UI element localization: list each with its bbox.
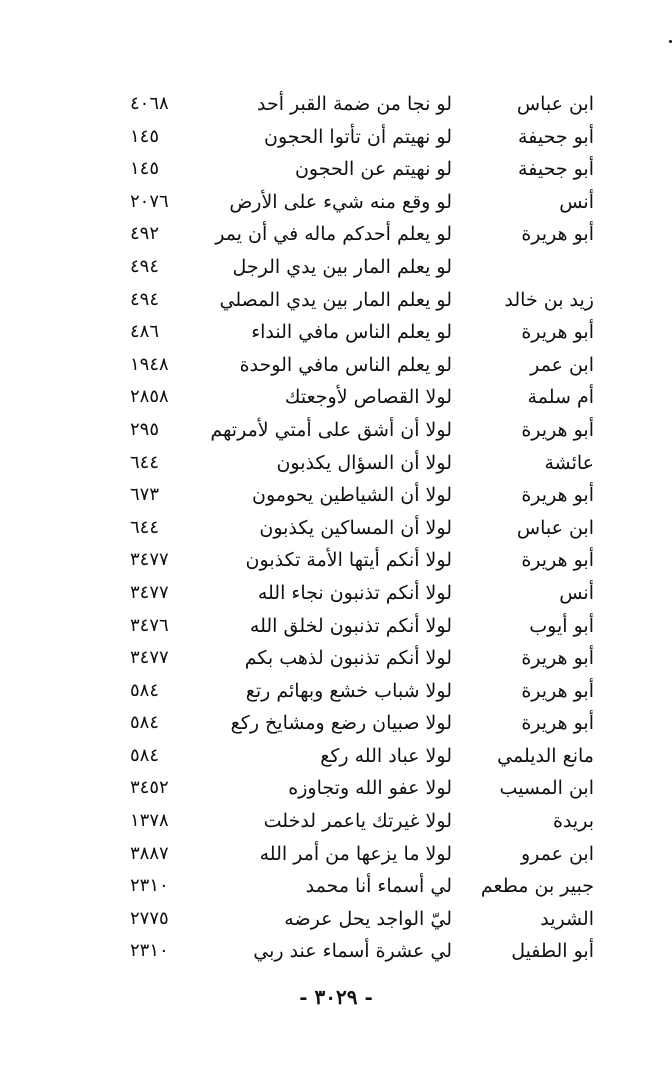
index-row xyxy=(0,447,672,480)
narrator-name: بريدة xyxy=(553,810,594,833)
hadith-incipit: لو نهيتم أن تأتوا الحجون xyxy=(264,125,452,148)
index-row xyxy=(0,381,672,414)
hadith-number: ٦٤٤ xyxy=(130,451,160,473)
hadith-number: ٥٨٤ xyxy=(130,744,160,766)
hadith-number: ٤٩٤ xyxy=(130,288,160,310)
hadith-incipit: لولا أنكم أيتها الأمة تكذبون xyxy=(245,549,452,572)
narrator-name: أبو هريرة xyxy=(521,712,594,735)
narrator-name: أنس xyxy=(559,581,594,604)
hadith-incipit: لو نهيتم عن الحجون xyxy=(294,158,452,181)
hadith-incipit: لو يعلم المار بين يدي المصلي xyxy=(219,288,452,311)
hadith-number: ٢٣١٠ xyxy=(130,875,169,897)
index-row xyxy=(0,349,672,382)
narrator-name: ابن عمر xyxy=(530,353,594,376)
index-row xyxy=(0,870,672,903)
index-row xyxy=(0,805,672,838)
hadith-index-table xyxy=(0,88,672,968)
index-row xyxy=(0,740,672,773)
index-row xyxy=(0,610,672,643)
index-row xyxy=(0,479,672,512)
hadith-number: ٣٤٥٢ xyxy=(130,777,169,799)
hadith-incipit: لو يعلم أحدكم ماله في أن يمر xyxy=(215,223,452,246)
narrator-name: زيد بن خالد xyxy=(504,288,594,311)
hadith-number: ١٣٧٨ xyxy=(130,810,169,832)
narrator-name: أبو هريرة xyxy=(521,679,594,702)
index-row xyxy=(0,88,672,121)
hadith-incipit: ليّ الواجد يحل عرضه xyxy=(284,907,452,930)
hadith-incipit: لولا غيرتك ياعمر لدخلت xyxy=(263,810,452,833)
hadith-number: ٤٩٢ xyxy=(130,223,160,245)
hadith-number: ٣٤٧٧ xyxy=(130,647,169,669)
hadith-number: ١٤٥ xyxy=(130,158,160,180)
index-row xyxy=(0,121,672,154)
hadith-incipit: لو نجا من ضمة القبر أحد xyxy=(257,93,452,115)
index-row xyxy=(0,838,672,871)
hadith-incipit: لولا أنكم تذنبون لخلق الله xyxy=(249,614,452,637)
narrator-name: ابن عباس xyxy=(516,93,594,115)
index-row xyxy=(0,642,672,675)
narrator-name: أبو جحيفة xyxy=(518,158,594,181)
narrator-name: أنس xyxy=(559,190,594,213)
narrator-name: أبو هريرة xyxy=(521,549,594,572)
hadith-incipit: لو يعلم المار بين يدي الرجل xyxy=(232,255,452,278)
hadith-incipit: لولا شباب خشع وبهائم رتع xyxy=(245,679,452,702)
hadith-incipit: لولا أن المساكين يكذبون xyxy=(259,516,452,539)
hadith-number: ٢٩٥ xyxy=(130,418,160,440)
narrator-name: أبو جحيفة xyxy=(518,125,594,148)
narrator-name: أبو هريرة xyxy=(521,484,594,507)
narrator-name: أبو هريرة xyxy=(521,223,594,246)
index-row xyxy=(0,577,672,610)
hadith-number: ٣٤٧٧ xyxy=(130,549,169,571)
hadith-incipit: لولا عباد الله ركع xyxy=(320,744,452,767)
hadith-number: ٦٤٤ xyxy=(130,516,160,538)
hadith-incipit: لولا أنكم تذنبون لذهب بكم xyxy=(244,647,452,670)
hadith-incipit: لولا أن السؤال يكذبون xyxy=(276,451,452,474)
index-row xyxy=(0,772,672,805)
hadith-number: ٣٨٨٧ xyxy=(130,842,169,864)
hadith-incipit: لو يعلم الناس مافي الوحدة xyxy=(239,353,452,376)
hadith-incipit: لو وقع منه شيء على الأرض xyxy=(229,190,452,213)
hadith-number: ٤٩٤ xyxy=(130,255,160,277)
hadith-incipit: لي عشرة أسماء عند ربي xyxy=(253,940,452,963)
index-row xyxy=(0,512,672,545)
hadith-number: ٥٨٤ xyxy=(130,712,160,734)
hadith-number: ٤٠٦٨ xyxy=(130,93,169,114)
narrator-name: أبو أيوب xyxy=(529,614,594,637)
narrator-name: جبير بن مطعم xyxy=(480,875,594,898)
index-row xyxy=(0,316,672,349)
hadith-number: ٢٣١٠ xyxy=(130,940,169,962)
index-row xyxy=(0,903,672,936)
hadith-incipit: لولا صبيان رضع ومشايخ ركع xyxy=(230,712,452,735)
hadith-number: ١٩٤٨ xyxy=(130,353,169,375)
hadith-incipit: لولا أن أشق على أمتي لأمرتهم xyxy=(210,418,452,441)
hadith-number: ٤٨٦ xyxy=(130,321,160,343)
narrator-name: أبو هريرة xyxy=(521,418,594,441)
hadith-incipit: لولا القصاص لأوجعتك xyxy=(284,386,452,409)
hadith-incipit: لي أسماء أنا محمد xyxy=(305,875,452,898)
narrator-name: ابن عباس xyxy=(516,516,594,539)
index-row xyxy=(0,935,672,968)
hadith-number: ٢٧٧٥ xyxy=(130,907,169,929)
narrator-name: مانع الديلمي xyxy=(497,744,594,767)
hadith-incipit: لولا عفو الله وتجاوزه xyxy=(288,777,452,800)
hadith-number: ٢٠٧٦ xyxy=(130,190,169,212)
hadith-number: ٦٧٣ xyxy=(130,484,160,506)
index-row xyxy=(0,414,672,447)
narrator-name: أم سلمة xyxy=(527,386,594,409)
hadith-number: ٣٤٧٧ xyxy=(130,581,169,603)
index-row xyxy=(0,284,672,317)
hadith-incipit: لولا أن الشياطين يحومون xyxy=(252,484,452,507)
page-number: - ٣٠٢٩ - xyxy=(299,985,373,1009)
narrator-name: الشريد xyxy=(540,907,594,930)
index-row xyxy=(0,186,672,219)
index-row xyxy=(0,675,672,708)
narrator-name: ابن عمرو xyxy=(520,842,594,865)
narrator-name: ابن المسيب xyxy=(499,777,594,800)
hadith-number: ١٤٥ xyxy=(130,125,160,147)
index-row xyxy=(0,544,672,577)
index-row xyxy=(0,218,672,251)
hadith-number: ٣٤٧٦ xyxy=(130,614,169,636)
narrator-name: أبو هريرة xyxy=(521,647,594,670)
hadith-number: ٥٨٤ xyxy=(130,679,160,701)
index-row xyxy=(0,251,672,284)
index-row xyxy=(0,153,672,186)
index-row xyxy=(0,707,672,740)
hadith-incipit: لو يعلم الناس مافي النداء xyxy=(251,321,452,344)
hadith-incipit: لولا أنكم تذنبون نجاء الله xyxy=(257,581,452,604)
narrator-name: أبو الطفيل xyxy=(511,940,594,963)
hadith-incipit: لولا ما يزعها من أمر الله xyxy=(259,842,452,865)
hadith-number: ٢٨٥٨ xyxy=(130,386,169,408)
narrator-name: أبو هريرة xyxy=(521,321,594,344)
narrator-name: عائشة xyxy=(544,451,594,474)
